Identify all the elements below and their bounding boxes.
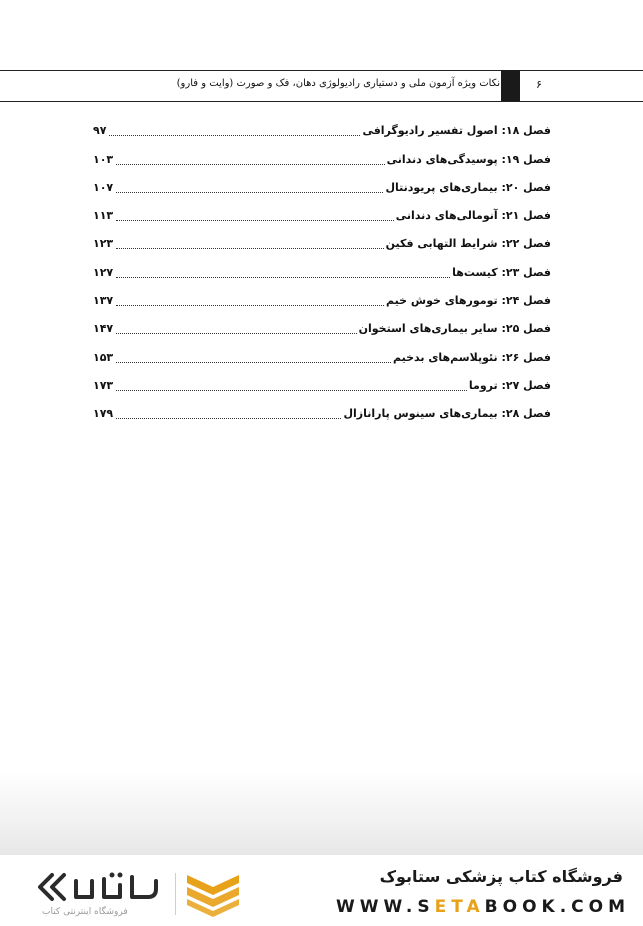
toc-leader-dots [116,305,384,306]
footer-gradient [0,770,643,858]
toc-entry-page: ۱۰۷ [93,180,114,194]
wordmark-icon [30,867,170,907]
url-suffix: BOOK.COM [484,897,630,917]
toc-entry [93,225,551,253]
toc-entry-page: ۱۰۳ [93,152,114,166]
chevron-stack-icon [183,871,243,917]
page-number: ۶ [536,78,542,91]
toc-entry-title: فصل ۱۸: اصول تفسیر رادیوگرافی [362,124,551,138]
setabook-emblem [183,871,243,921]
toc-entry [93,310,551,338]
toc-leader-dots [116,220,394,221]
url-accent: ETA [434,897,485,917]
toc-entry-page: ۱۷۳ [93,378,114,392]
logo-divider [175,873,176,915]
toc-entry-title: فصل ۲۳: کیست‌ها [452,265,551,279]
toc-entry-page: ۱۱۳ [93,209,114,223]
setabook-wordmark-logo [30,867,170,911]
running-title: نکات ویژه آزمون ملی و دستیاری رادیولوژی دهان، فک و صورت (وایت و فارو) [176,78,500,89]
toc-entry-title: فصل ۲۸: بیماری‌های سینوس پارانازال [343,407,551,421]
toc-leader-dots [116,362,391,363]
url-prefix: WWW.S [336,897,435,917]
toc-entry-title: فصل ۲۴: تومورهای خوش خیم [386,294,551,308]
toc-leader-dots [116,192,383,193]
toc-leader-dots [116,277,450,278]
toc-entry-page: ۱۳۷ [93,294,114,308]
toc-entry [93,282,551,310]
toc-entry-title: فصل ۲۲: شرایط التهابی فکین [385,237,551,251]
toc-entry [93,169,551,197]
store-url[interactable] [336,897,630,917]
toc-entry [93,253,551,281]
page-header [0,70,643,102]
toc-entry-page: ۱۴۷ [93,322,114,336]
toc-leader-dots [116,418,341,419]
toc-entry-title: فصل ۲۶: نئوپلاسم‌های بدخیم [392,350,551,364]
toc-leader-dots [116,164,384,165]
store-name: فروشگاه کتاب پزشکی ستابوک [379,867,623,886]
header-marker-bar [501,70,520,101]
toc-entry-title: فصل ۲۰: بیماری‌های پریودنتال [385,180,551,194]
toc-entry [93,395,551,423]
toc-leader-dots [116,333,356,334]
toc-leader-dots [109,135,360,136]
publisher-footer [0,855,643,926]
toc-entry-title: فصل ۲۵: سایر بیماری‌های استخوان [358,322,551,336]
toc-entry [93,338,551,366]
toc-entry [93,367,551,395]
toc-entry-page: ۱۷۹ [93,407,114,421]
toc-entry [93,112,551,140]
toc-leader-dots [116,390,467,391]
toc-entry-title: فصل ۲۱: آنومالی‌های دندانی [395,209,551,223]
toc-entry [93,197,551,225]
table-of-contents [93,112,551,423]
toc-entry-title: فصل ۱۹: پوسیدگی‌های دندانی [386,152,551,166]
toc-entry-page: ۱۵۳ [93,350,114,364]
toc-entry-title: فصل ۲۷: تروما [468,378,551,392]
toc-entry-page: ۹۷ [93,124,107,138]
toc-entry-page: ۱۲۷ [93,265,114,279]
toc-entry [93,140,551,168]
logo-subtitle: فروشگاه اینترنتی کتاب [42,907,128,917]
toc-leader-dots [116,248,383,249]
toc-entry-page: ۱۲۳ [93,237,114,251]
